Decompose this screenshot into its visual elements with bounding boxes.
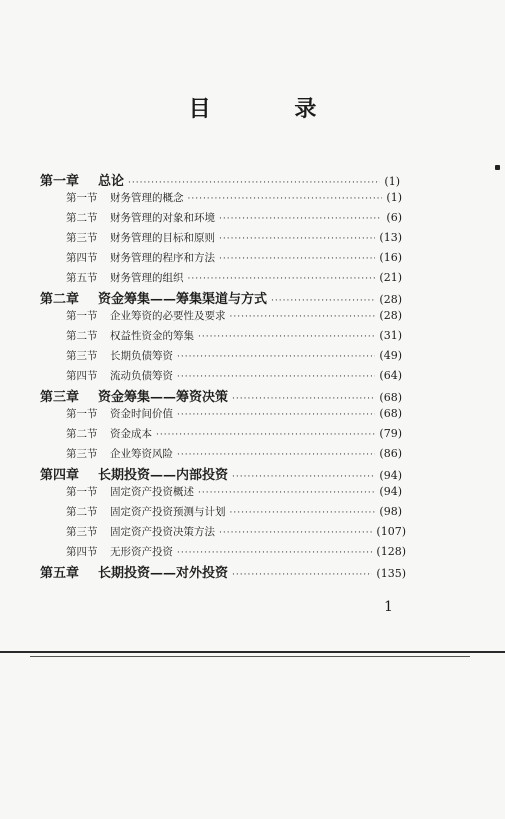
toc-leader [156,430,375,440]
toc-chapter-2 [0,288,402,308]
toc-leader [177,450,375,460]
page-title: 目 录 [188,96,355,122]
toc-text: 资金筹集——筹资决策 [98,390,229,405]
toc-leader [219,528,372,538]
toc-label: 第二节 [66,506,98,518]
toc-label: 第二节 [66,428,98,440]
toc-label: 第五章 [40,566,80,581]
toc-leader [232,570,372,580]
toc-label: 第四章 [40,468,80,483]
toc-section [0,230,402,250]
toc-leader [230,312,376,322]
toc-text: 资金时间价值 [110,408,173,420]
toc-label: 第一节 [66,486,98,498]
toc-page: (135) [376,567,406,580]
toc-page: (94) [379,469,402,482]
toc-section [0,446,402,466]
toc-text: 企业筹资风险 [110,448,173,460]
toc-text: 企业筹资的必要性及要求 [110,310,226,322]
toc-text: 固定资产投资预测与计划 [110,506,226,518]
toc-section [0,406,402,426]
toc-label: 第三节 [66,526,98,538]
toc-page: (31) [379,329,402,342]
toc-text: 无形资产投资 [110,546,173,558]
toc-page: (49) [379,349,402,362]
toc-section [0,308,402,328]
toc-leader [177,410,375,420]
toc-label: 第五节 [66,272,98,284]
toc-leader [188,274,376,284]
toc-label: 第二节 [66,330,98,342]
toc-leader [198,488,375,498]
toc-leader [230,508,376,518]
toc-leader [219,234,375,244]
toc-leader [198,332,375,342]
toc-text: 流动负债筹资 [110,370,173,382]
toc-text: 资金成本 [110,428,152,440]
toc-label: 第一节 [66,310,98,322]
toc-label: 第一节 [66,408,98,420]
toc-label: 第四节 [66,252,98,264]
scan-speck [495,165,500,170]
toc-leader [219,254,375,264]
toc-page: (16) [379,251,402,264]
toc-label: 第四节 [66,546,98,558]
toc-page: (68) [379,391,402,404]
toc-section [0,190,402,210]
toc-leader [128,178,380,188]
toc-leader [177,352,375,362]
toc-page: (94) [379,485,402,498]
toc-chapter-1 [0,170,400,190]
toc-page: (28) [379,309,402,322]
toc-label: 第二节 [66,212,98,224]
toc-section [0,210,402,230]
toc-page: (13) [379,231,402,244]
toc-text: 总论 [98,174,125,189]
toc-section [0,250,402,270]
page-edge-rule-thin [30,656,470,657]
page-number: 1 [384,599,393,615]
toc-section [0,544,406,564]
toc-section [0,328,402,348]
toc-text: 资金筹集——筹集渠道与方式 [98,292,268,307]
toc-leader [188,194,383,204]
toc-chapter-5 [0,562,406,582]
toc-chapter-4 [0,464,402,484]
toc-page: (98) [379,505,402,518]
toc-label: 第三节 [66,448,98,460]
toc-label: 第三节 [66,350,98,362]
toc-page: (21) [379,271,402,284]
toc-chapter-3 [0,386,402,406]
toc-section [0,484,402,504]
toc-page: (6) [386,211,402,224]
toc-label: 第四节 [66,370,98,382]
toc-text: 固定资产投资概述 [110,486,194,498]
toc-label: 第三章 [40,390,80,405]
toc-leader [271,296,375,306]
toc-leader [232,472,375,482]
toc-leader [177,372,375,382]
toc-section [0,270,402,290]
toc-text: 财务管理的程序和方法 [110,252,215,264]
toc-text: 财务管理的组织 [110,272,184,284]
page-edge-rule [0,651,505,653]
toc-page: (79) [379,427,402,440]
toc-text: 长期投资——对外投资 [98,566,229,581]
toc-section [0,368,402,388]
toc-page: (68) [379,407,402,420]
toc-page: (107) [376,525,406,538]
toc-text: 固定资产投资决策方法 [110,526,215,538]
toc-text: 长期负债筹资 [110,350,173,362]
toc-label: 第一节 [66,192,98,204]
toc-page: (128) [376,545,406,558]
toc-text: 财务管理的概念 [110,192,184,204]
toc-section [0,504,402,524]
toc-text: 权益性资金的筹集 [110,330,194,342]
toc-section [0,524,406,544]
toc-page: (28) [379,293,402,306]
toc-page: (1) [384,175,400,188]
toc-page: (64) [379,369,402,382]
toc-text: 长期投资——内部投资 [98,468,229,483]
toc-text: 财务管理的目标和原则 [110,232,215,244]
toc-text: 财务管理的对象和环境 [110,212,215,224]
toc-leader [177,548,372,558]
toc-leader [232,394,375,404]
toc-page: (1) [386,191,402,204]
toc-leader [219,214,382,224]
toc-label: 第二章 [40,292,80,307]
toc-section [0,348,402,368]
toc-label: 第一章 [40,174,80,189]
toc-label: 第三节 [66,232,98,244]
toc-page: (86) [379,447,402,460]
toc-section [0,426,402,446]
